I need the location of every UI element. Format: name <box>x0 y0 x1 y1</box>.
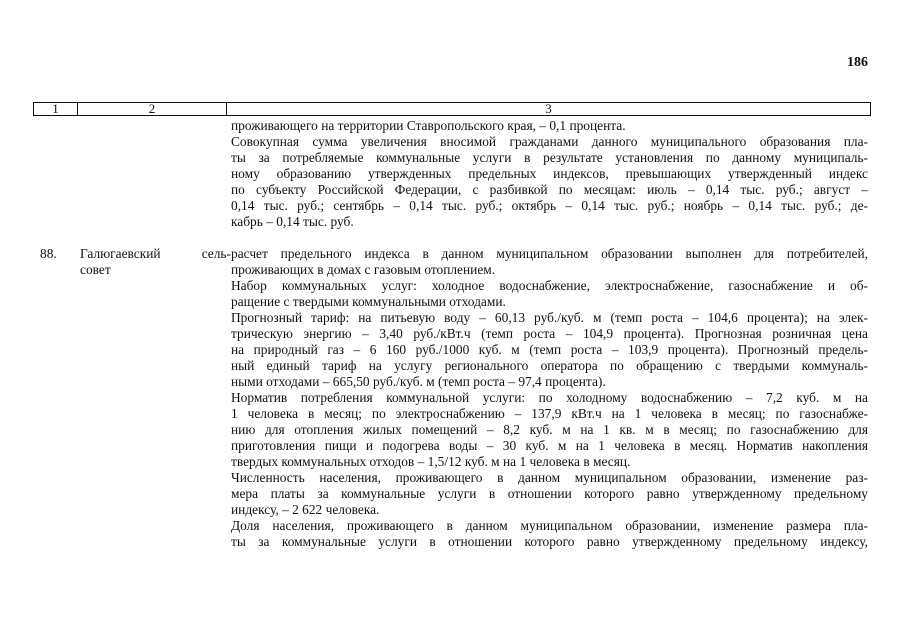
text-line: по субъекту Российской Федерации, с разбивкой по месяцам: июль – 0,14 тыс. руб.; август – <box>231 182 868 197</box>
text-line: приготовления пищи и подогрева воды – 30 куб. м на 1 человека в месяц. Норматив накопления <box>231 438 868 453</box>
text-line: мера платы за коммунальные услуги в отношении которого равно утвержденному предельному <box>231 486 868 501</box>
entry-municipality-name <box>80 118 231 230</box>
text-line: индексу, – 2 622 человека. <box>231 502 380 517</box>
table-body <box>40 118 868 550</box>
text-line: ты за коммунальные услуги в отношении которого равно утвержденному предельному индексу, <box>231 534 868 549</box>
text-line: ты за потребляемые коммунальные услуги в результате установления по данному муниципаль- <box>231 150 868 165</box>
text-line: Совокупная сумма увеличения вносимой гражданами данного муниципального образования пла- <box>231 134 868 149</box>
table-row <box>40 246 868 550</box>
text-line: Норматив потребления коммунальной услуги: по холодному водоснабжению – 7,2 куб. м на <box>231 390 868 405</box>
entry-number: 88. <box>40 246 57 261</box>
text-line: кабрь – 0,14 тыс. руб. <box>231 214 354 229</box>
text-line: ному образованию утвержденных предельных индексов, превышающих утвержденный индекс <box>231 166 868 181</box>
municipality-name-line: Галюгаевский сель- <box>80 246 231 261</box>
text-line: твердых коммунальных отходов – 1,5/12 куб. м на 1 человека в месяц. <box>231 454 631 469</box>
description-paragraph <box>231 118 868 134</box>
text-line: нию для отопления жилых помещений – 8,2 куб. м на 1 кв. м в месяц; по газоснабжению для <box>231 422 868 437</box>
description-paragraph <box>231 470 868 518</box>
text-line: Численность населения, проживающего в данном муниципальном образовании, изменение раз- <box>231 470 868 485</box>
text-line: ными отходами – 665,50 руб./куб. м (темп роста – 97,4 процента). <box>231 374 606 389</box>
description-paragraph <box>231 278 868 310</box>
description-paragraph <box>231 134 868 230</box>
entry-number <box>40 118 80 230</box>
text-line: проживающих в домах с газовым отоплением. <box>231 262 496 277</box>
entry-description <box>231 118 868 230</box>
text-line: ращение с твердыми коммунальными отходами. <box>231 294 506 309</box>
text-line: проживающего на территории Ставропольского края, – 0,1 процента. <box>231 118 626 133</box>
text-line: Набор коммунальных услуг: холодное водоснабжение, электроснабжение, газоснабжение и об- <box>231 278 868 293</box>
entry-municipality-name <box>80 246 231 550</box>
text-line: ный единый тариф на услугу регионального оператора по обращению с твердыми коммуналь- <box>231 358 868 373</box>
table-header-row <box>33 102 871 116</box>
text-line: расчет предельного индекса в данном муниципальном образовании выполнен для потребителей, <box>231 246 868 261</box>
description-paragraph <box>231 518 868 550</box>
description-paragraph <box>231 310 868 390</box>
text-line: на природный газ – 6 160 руб./1000 куб. м (темп роста – 103,9 процента). Прогнозный предель- <box>231 342 868 357</box>
entry-description <box>231 246 868 550</box>
column-header-3: 3 <box>545 101 552 116</box>
page-number: 186 <box>847 55 868 70</box>
text-line: трическую энергию – 3,40 руб./кВт.ч (темп роста – 104,9 процента). Прогнозная розничная цена <box>231 326 868 341</box>
table-row <box>40 118 868 230</box>
description-paragraph <box>231 246 868 278</box>
column-header-1: 1 <box>34 103 78 115</box>
description-paragraph <box>231 390 868 470</box>
text-line: 1 человека в месяц; по электроснабжению – 137,9 кВт.ч на 1 человека в месяц; по газоснабже- <box>231 406 868 421</box>
text-line: 0,14 тыс. руб.; сентябрь – 0,14 тыс. руб.; октябрь – 0,14 тыс. руб.; ноябрь – 0,14 тыс. руб.; де- <box>231 198 868 213</box>
column-header-2: 2 <box>78 103 227 115</box>
text-line: Доля населения, проживающего в данном муниципальном образовании, изменение размера пла- <box>231 518 868 533</box>
municipality-name-line: совет <box>80 262 111 277</box>
text-line: Прогнозный тариф: на питьевую воду – 60,13 руб./куб. м (темп роста – 104,6 процента); на элек- <box>231 310 868 325</box>
